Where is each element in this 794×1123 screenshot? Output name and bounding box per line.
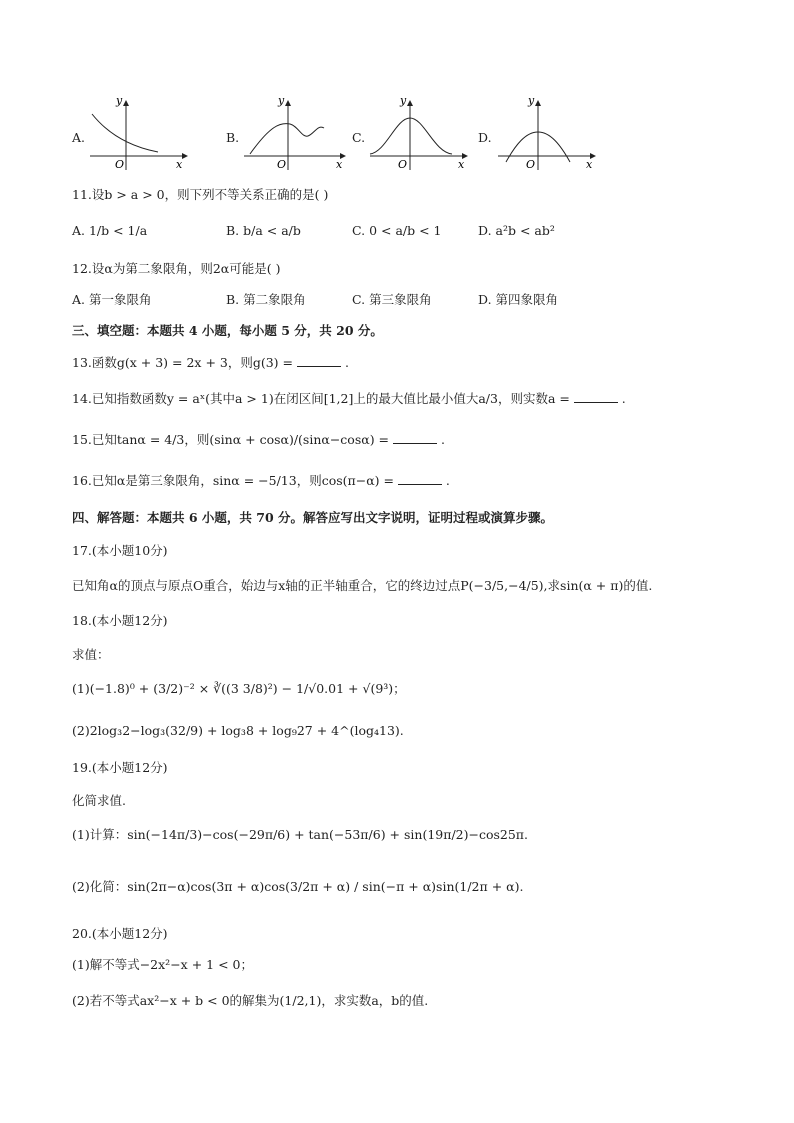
q19-part-1: (1)计算：sin(−14π/3)−cos(−29π/6) + tan(−53π/6) + sin(19π/2)−cos25π. bbox=[72, 827, 528, 842]
q17-head: 17.(本小题10分) bbox=[72, 543, 168, 558]
graph-c-x: x bbox=[458, 158, 465, 171]
q12-option-d: D. 第四象限角 bbox=[478, 292, 559, 307]
graph-b-x: x bbox=[336, 158, 343, 171]
graph-a bbox=[86, 96, 216, 172]
q14-text: 14.已知指数函数y = aˣ(其中a > 1)在闭区间[1,2]上的最大值比最小值大a/3，则实数a = bbox=[72, 391, 570, 406]
q14-answer-blank[interactable] bbox=[574, 390, 618, 403]
graph-c-origin: O bbox=[398, 158, 408, 171]
q13: 13.函数g(x + 3) = 2x + 3，则g(3) = . bbox=[72, 355, 349, 370]
q20-head: 20.(本小题12分) bbox=[72, 926, 168, 941]
q12-stem: 12.设α为第二象限角，则2α可能是( ) bbox=[72, 261, 281, 276]
graph-c bbox=[366, 96, 496, 172]
graph-label-a: A. bbox=[72, 130, 86, 145]
q16-text: 16.已知α是第三象限角，sinα = −5/13，则cos(π−α) = bbox=[72, 473, 394, 488]
q14: 14.已知指数函数y = aˣ(其中a > 1)在闭区间[1,2]上的最大值比最小值大a/3，则实数a = . bbox=[72, 391, 626, 406]
q20-part-1: (1)解不等式−2x²−x + 1 < 0； bbox=[72, 957, 253, 972]
q11-stem: 11.设b > a > 0，则下列不等关系正确的是( ) bbox=[72, 187, 329, 202]
graph-b-y: y bbox=[278, 96, 285, 107]
q13-answer-blank[interactable] bbox=[297, 354, 341, 367]
graph-d-origin: O bbox=[526, 158, 536, 171]
graph-label-b: B. bbox=[226, 130, 240, 145]
q11-option-b: B. b/a < a/b bbox=[226, 223, 301, 238]
q12-option-b: B. 第二象限角 bbox=[226, 292, 306, 307]
q11-option-a: A. 1/b < 1/a bbox=[72, 223, 148, 238]
q19-part-2: (2)化简：sin(2π−α)cos(3π + α)cos(3/2π + α) / sin(−π + α)sin(1/2π + α). bbox=[72, 879, 524, 894]
q16: 16.已知α是第三象限角，sinα = −5/13，则cos(π−α) = . bbox=[72, 473, 450, 488]
graph-label-d: D. bbox=[478, 130, 492, 145]
section-4-heading: 四、解答题：本题共 6 小题，共 70 分。解答应写出文字说明，证明过程或演算步骤。 bbox=[72, 510, 554, 525]
q15: 15.已知tanα = 4/3，则(sinα + cosα)/(sinα−cosα) = . bbox=[72, 432, 445, 447]
graph-c-y: y bbox=[400, 96, 407, 107]
section-3-heading: 三、填空题：本题共 4 小题，每小题 5 分，共 20 分。 bbox=[72, 323, 383, 338]
q12-option-a: A. 第一象限角 bbox=[72, 292, 152, 307]
q13-text: 13.函数g(x + 3) = 2x + 3，则g(3) = bbox=[72, 355, 294, 370]
q11-option-c: C. 0 < a/b < 1 bbox=[352, 223, 442, 238]
q16-answer-blank[interactable] bbox=[398, 472, 442, 485]
q18-part-2: (2)2log₃2−log₃(32/9) + log₃8 + log₉27 + 4^(log₄13). bbox=[72, 723, 404, 738]
graph-a-x: x bbox=[176, 158, 183, 171]
graph-d-y: y bbox=[528, 96, 535, 107]
q18-intro: 求值： bbox=[72, 647, 110, 662]
graph-d-x: x bbox=[586, 158, 593, 171]
q19-head: 19.(本小题12分) bbox=[72, 760, 168, 775]
graph-b-origin: O bbox=[277, 158, 287, 171]
q12-option-c: C. 第三象限角 bbox=[352, 292, 432, 307]
q18-part-1: (1)(−1.8)⁰ + (3/2)⁻² × ∛((3 3/8)²) − 1/√0.01 + √(9³)； bbox=[72, 681, 406, 696]
graph-d bbox=[494, 96, 624, 172]
q19-intro: 化简求值. bbox=[72, 793, 126, 808]
q18-head: 18.(本小题12分) bbox=[72, 613, 168, 628]
q15-answer-blank[interactable] bbox=[393, 431, 437, 444]
q17-body: 已知角α的顶点与原点O重合，始边与x轴的正半轴重合，它的终边过点P(−3/5,−4/5),求sin(α + π)的值. bbox=[72, 578, 653, 593]
q15-text: 15.已知tanα = 4/3，则(sinα + cosα)/(sinα−cosα) = bbox=[72, 432, 390, 447]
graph-a-y: y bbox=[116, 96, 123, 107]
graph-label-c: C. bbox=[352, 130, 366, 145]
q20-part-2: (2)若不等式ax²−x + b < 0的解集为(1/2,1)，求实数a，b的值. bbox=[72, 993, 429, 1008]
graph-b bbox=[240, 96, 370, 172]
q11-option-d: D. a²b < ab² bbox=[478, 223, 555, 238]
graph-a-origin: O bbox=[115, 158, 125, 171]
